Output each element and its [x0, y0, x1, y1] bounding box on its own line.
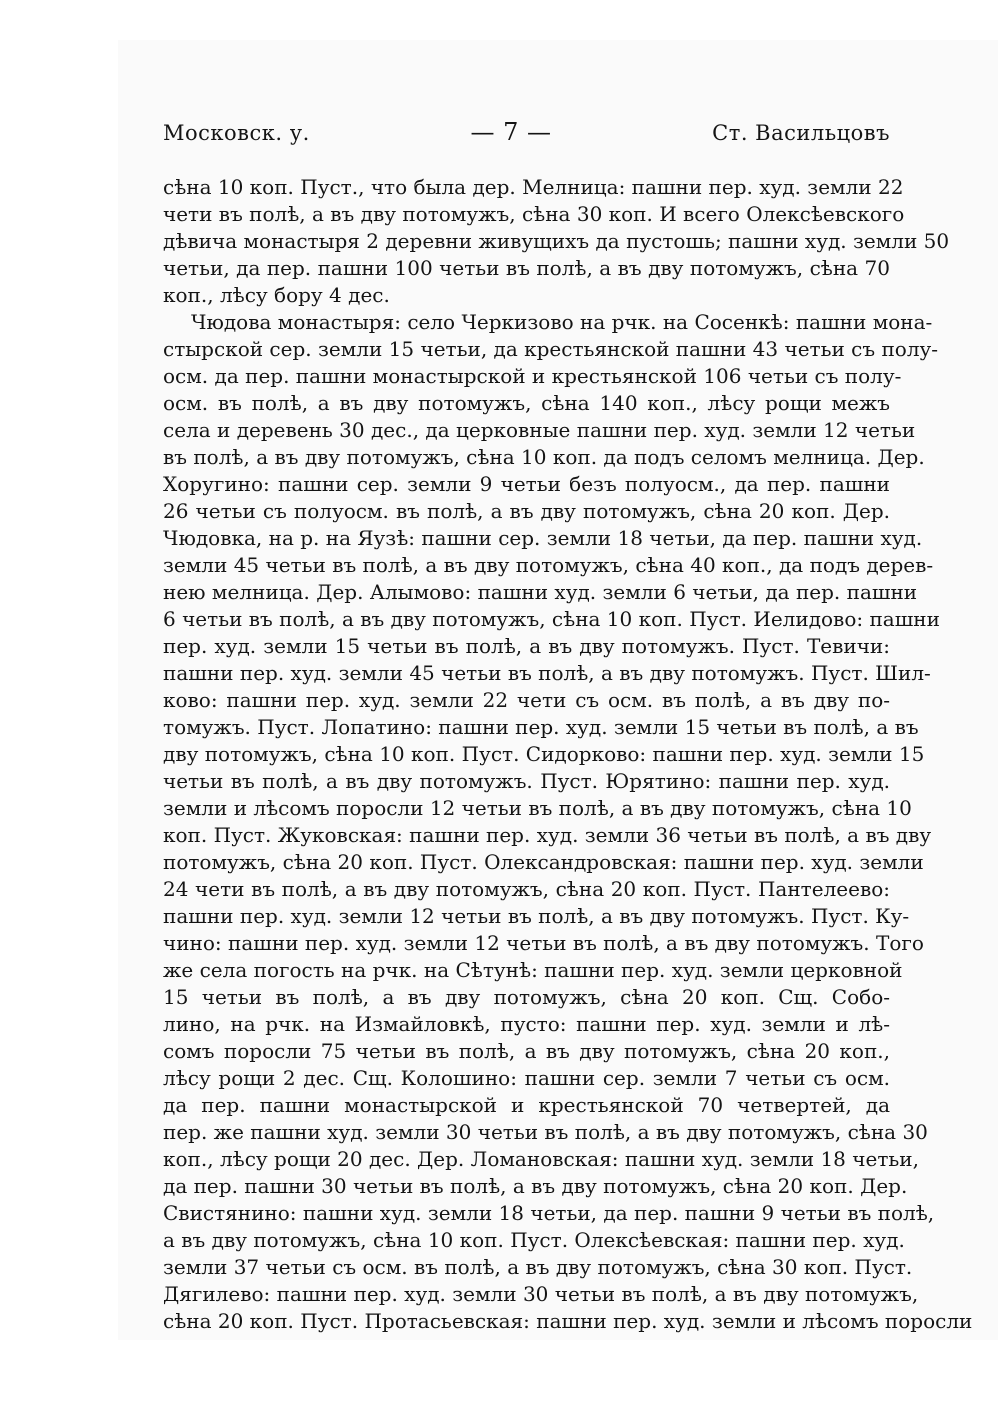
text-line: въ полѣ, а въ дву потомужъ, сѣна 10 коп. да подъ селомъ мелница. Дер. [163, 445, 925, 469]
running-header [163, 118, 890, 156]
page-number: — 7 — [470, 118, 552, 146]
text-line: да пер. пашни монастырской и крестьянской 70 четвертей, да [163, 1093, 890, 1117]
text-line: четьи, да пер. пашни 100 четьи въ полѣ, а въ дву потомужъ, сѣна 70 [163, 256, 890, 280]
text-line: дву потомужъ, сѣна 10 коп. Пуст. Сидорково: пашни пер. худ. земли 15 [163, 742, 925, 766]
text-line: дѣвича монастыря 2 деревни живущихъ да пустошь; пашни худ. земли 50 [163, 229, 950, 253]
text-line: пер. худ. земли 15 четьи въ полѣ, а въ дву потомужъ. Пуст. Тевичи: [163, 634, 890, 658]
text-line: нею мелница. Дер. Алымово: пашни худ. земли 6 четьи, да пер. пашни [163, 580, 918, 604]
text-line: Свистянино: пашни худ. земли 18 четьи, да пер. пашни 9 четьи въ полѣ, [163, 1201, 935, 1225]
text-line: коп. Пуст. Жуковская: пашни пер. худ. земли 36 четьи въ полѣ, а въ дву [163, 823, 932, 847]
text-line: коп., лѣсу бору 4 дес. [163, 283, 390, 307]
text-line: Хоругино: пашни сер. земли 9 четьи безъ полуосм., да пер. пашни [163, 472, 890, 496]
text-line: сѣна 20 коп. Пуст. Протасьевская: пашни пер. худ. земли и лѣсомъ поросли [163, 1309, 973, 1333]
text-line: Чюдова монастыря: село Черкизово на рчк. на Сосенкѣ: пашни мона- [191, 310, 933, 334]
text-line: Дягилево: пашни пер. худ. земли 30 четьи въ полѣ, а въ дву потомужъ, [163, 1282, 919, 1306]
document-page [163, 118, 973, 1335]
text-line: четьи въ полѣ, а въ дву потомужъ. Пуст. Юрятино: пашни пер. худ. [163, 769, 890, 793]
text-line: 15 четьи въ полѣ, а въ дву потомужъ, сѣна 20 коп. Сщ. Собо- [163, 985, 890, 1009]
text-line: пашни пер. худ. земли 45 четьи въ полѣ, а въ дву потомужъ. Пуст. Шил- [163, 661, 931, 685]
text-line: стырской сер. земли 15 четьи, да крестьянской пашни 43 четьи съ полу- [163, 337, 939, 361]
text-line: Чюдовка, на р. на Яузѣ: пашни сер. земли 18 четьи, да пер. пашни худ. [163, 526, 923, 550]
text-line: а въ дву потомужъ, сѣна 10 коп. Пуст. Олексѣевская: пашни пер. худ. [163, 1228, 905, 1252]
text-line: земли 45 четьи въ полѣ, а въ дву потомужъ, сѣна 40 коп., да подъ дерев- [163, 553, 934, 577]
text-line: пашни пер. худ. земли 12 четьи въ полѣ, а въ дву потомужъ. Пуст. Ку- [163, 904, 910, 928]
text-line: чети въ полѣ, а въ дву потомужъ, сѣна 30 коп. И всего Олексѣевского [163, 202, 905, 226]
text-line: 26 четьи съ полуосм. въ полѣ, а въ дву потомужъ, сѣна 20 коп. Дер. [163, 499, 890, 523]
text-line: коп., лѣсу рощи 20 дес. Дер. Ломановская: пашни худ. земли 18 четьи, [163, 1147, 919, 1171]
text-line: сомъ поросли 75 четьи въ полѣ, а въ дву потомужъ, сѣна 20 коп., [163, 1039, 890, 1063]
text-line: земли 37 четьи съ осм. въ полѣ, а въ дву потомужъ, сѣна 30 коп. Пуст. [163, 1255, 913, 1279]
text-line: да пер. пашни 30 четьи въ полѣ, а въ дву потомужъ, сѣна 20 коп. Дер. [163, 1174, 908, 1198]
header-left: Московск. у. [163, 121, 310, 145]
header-right: Ст. Васильцовъ [712, 121, 890, 145]
text-line: земли и лѣсомъ поросли 12 четьи въ полѣ, а въ дву потомужъ, сѣна 10 [163, 796, 912, 820]
text-line: чино: пашни пер. худ. земли 12 четьи въ полѣ, а въ дву потомужъ. Того [163, 931, 924, 955]
text-line: сѣна 10 коп. Пуст., что была дер. Мелница: пашни пер. худ. земли 22 [163, 175, 904, 199]
text-line: села и деревень 30 дес., да церковные пашни пер. худ. земли 12 четьи [163, 418, 916, 442]
text-line: томужъ. Пуст. Лопатино: пашни пер. худ. земли 15 четьи въ полѣ, а въ [163, 715, 919, 739]
text-line: 24 чети въ полѣ, а въ дву потомужъ, сѣна 20 коп. Пуст. Пантелеево: [163, 877, 890, 901]
text-line: лино, на рчк. на Измайловкѣ, пусто: пашни пер. худ. земли и лѣ- [163, 1012, 890, 1036]
text-line: ково: пашни пер. худ. земли 22 чети съ осм. въ полѣ, а въ дву по- [163, 688, 890, 712]
body-text [163, 174, 973, 1335]
text-line: же села погость на рчк. на Сѣтунѣ: пашни пер. худ. земли церковной [163, 958, 903, 982]
text-line: потомужъ, сѣна 20 коп. Пуст. Олександровская: пашни пер. худ. земли [163, 850, 924, 874]
text-line: лѣсу рощи 2 дес. Сщ. Колошино: пашни сер. земли 7 четьи съ осм. [163, 1066, 890, 1090]
text-line: 6 четьи въ полѣ, а въ дву потомужъ, сѣна 10 коп. Пуст. Иелидово: пашни [163, 607, 940, 631]
text-line: осм. въ полѣ, а въ дву потомужъ, сѣна 140 коп., лѣсу рощи межъ [163, 391, 890, 415]
text-line: пер. же пашни худ. земли 30 четьи въ полѣ, а въ дву потомужъ, сѣна 30 [163, 1120, 928, 1144]
text-line: осм. да пер. пашни монастырской и крестьянской 106 четьи съ полу- [163, 364, 902, 388]
